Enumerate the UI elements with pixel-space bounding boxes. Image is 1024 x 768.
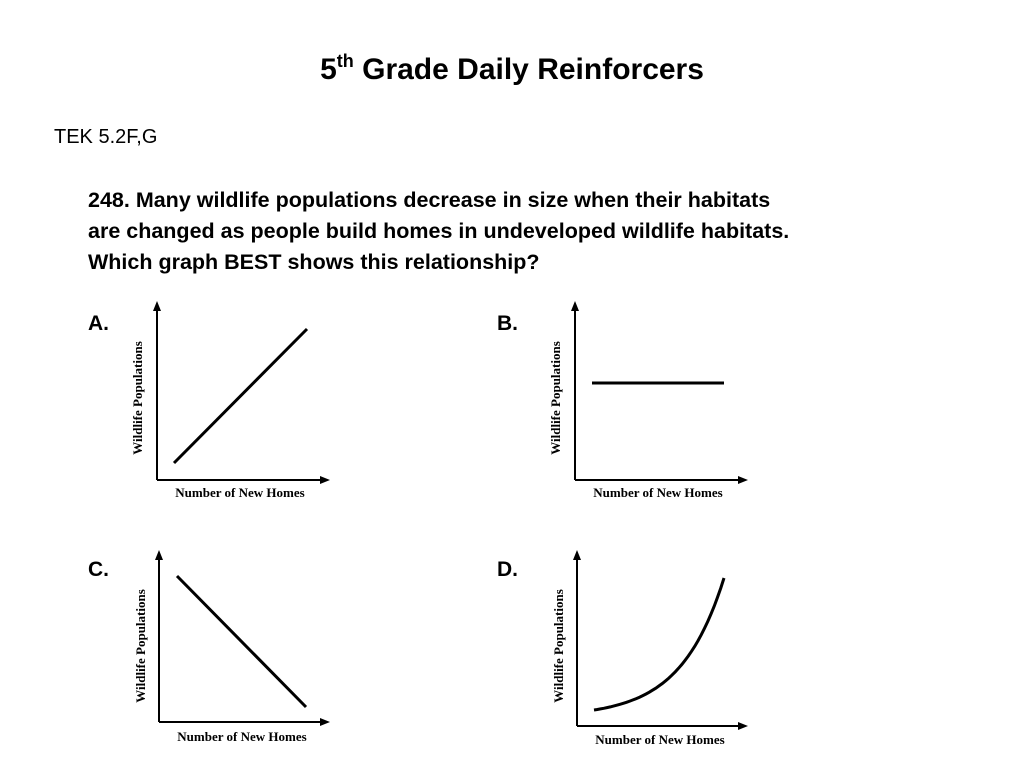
page-title xyxy=(0,50,1024,90)
x-axis-label: Number of New Homes xyxy=(177,729,307,744)
graph-b xyxy=(538,298,758,508)
series-line xyxy=(174,329,307,463)
option-b-label: B. xyxy=(497,312,518,335)
question-line: 248. Many wildlife populations decrease in size when their habitats xyxy=(88,188,771,212)
series-line xyxy=(594,578,724,710)
y-axis-label: Wildlife Populations xyxy=(548,341,563,455)
x-axis-label: Number of New Homes xyxy=(595,732,725,747)
graph-c xyxy=(122,546,342,756)
option-a-label: A. xyxy=(88,312,109,335)
x-axis-arrow xyxy=(738,476,748,484)
option-c-label: C. xyxy=(88,558,109,581)
option-d-label: D. xyxy=(497,558,518,581)
graph-d xyxy=(540,546,760,756)
series-line xyxy=(177,576,306,707)
y-axis-arrow xyxy=(573,550,581,560)
question-line: are changed as people build homes in undeveloped wildlife habitats. xyxy=(88,219,790,243)
x-axis-label: Number of New Homes xyxy=(175,485,305,500)
y-axis-arrow xyxy=(153,301,161,311)
question-line: Which graph BEST shows this relationship? xyxy=(88,250,540,274)
y-axis-label: Wildlife Populations xyxy=(130,341,145,455)
graph-a xyxy=(120,298,340,508)
question-text xyxy=(88,185,968,278)
y-axis-arrow xyxy=(571,301,579,311)
x-axis-arrow xyxy=(320,718,330,726)
title-number: 5 xyxy=(320,53,337,86)
y-axis-label: Wildlife Populations xyxy=(551,589,566,703)
title-suffix: th xyxy=(336,51,354,71)
x-axis-arrow xyxy=(738,722,748,730)
x-axis-arrow xyxy=(320,476,330,484)
y-axis-arrow xyxy=(155,550,163,560)
tek-label: TEK 5.2F,G xyxy=(54,126,158,148)
title-rest: Grade Daily Reinforcers xyxy=(362,53,704,86)
y-axis-label: Wildlife Populations xyxy=(133,589,148,703)
x-axis-label: Number of New Homes xyxy=(593,485,723,500)
